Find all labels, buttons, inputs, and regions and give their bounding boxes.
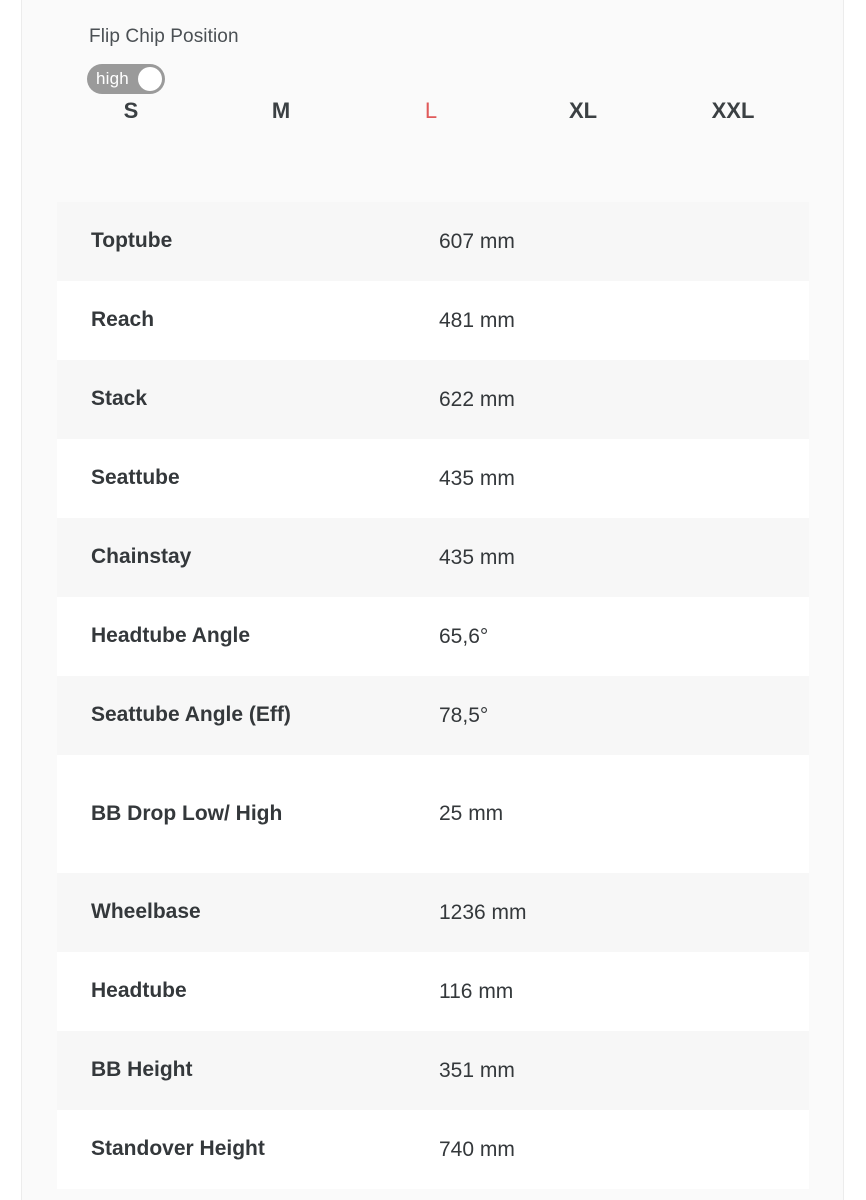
size-option-xl[interactable]: XL xyxy=(568,98,598,123)
row-value: 607 mm xyxy=(439,229,515,253)
row-label: Headtube Angle xyxy=(91,624,251,648)
left-margin xyxy=(0,0,22,1200)
table-row xyxy=(57,952,809,1031)
row-value: 351 mm xyxy=(439,1058,515,1082)
row-value: 622 mm xyxy=(439,387,515,411)
right-margin xyxy=(843,0,866,1200)
row-value: 78,5° xyxy=(439,703,489,727)
row-label: Chainstay xyxy=(91,545,192,569)
size-selector xyxy=(23,98,843,134)
row-value: 25 mm xyxy=(439,802,504,825)
row-value: 435 mm xyxy=(439,466,515,490)
table-row xyxy=(57,1031,809,1110)
row-value: 116 mm xyxy=(439,979,514,1003)
table-row xyxy=(57,518,809,597)
table-row xyxy=(57,676,809,755)
row-value: 435 mm xyxy=(439,545,515,569)
table-row xyxy=(57,202,809,281)
table-row xyxy=(57,281,809,360)
content-area xyxy=(23,0,843,1200)
row-value: 1236 mm xyxy=(439,900,527,924)
row-label: BB Drop Low/ High xyxy=(91,801,283,825)
row-value: 740 mm xyxy=(439,1137,515,1161)
row-label: Seattube Angle (Eff) xyxy=(91,703,291,727)
row-value: 481 mm xyxy=(439,308,515,332)
row-label: Standover Height xyxy=(91,1137,265,1161)
row-label: Toptube xyxy=(91,229,173,253)
size-option-l[interactable]: L xyxy=(424,98,438,123)
row-label: Stack xyxy=(91,387,148,411)
table-row xyxy=(57,597,809,676)
size-option-xxl[interactable]: XXL xyxy=(711,98,755,123)
table-row xyxy=(57,755,809,873)
row-label: Headtube xyxy=(91,979,187,1003)
table-row xyxy=(57,873,809,952)
toggle-knob[interactable] xyxy=(138,67,162,91)
table-row xyxy=(57,439,809,518)
flip-chip-toggle-label: high xyxy=(96,69,129,88)
row-value: 65,6° xyxy=(439,624,489,648)
row-label: Reach xyxy=(91,308,155,332)
row-label: BB Height xyxy=(91,1058,193,1082)
size-option-m[interactable]: M xyxy=(271,98,291,123)
row-label: Wheelbase xyxy=(91,900,201,924)
size-option-s[interactable]: S xyxy=(123,98,139,123)
table-row xyxy=(57,360,809,439)
table-row xyxy=(57,1110,809,1189)
flip-chip-toggle[interactable] xyxy=(87,64,165,94)
geometry-table xyxy=(57,202,809,1189)
row-label: Seattube xyxy=(91,466,180,490)
flip-chip-position-label: Flip Chip Position xyxy=(89,26,239,47)
